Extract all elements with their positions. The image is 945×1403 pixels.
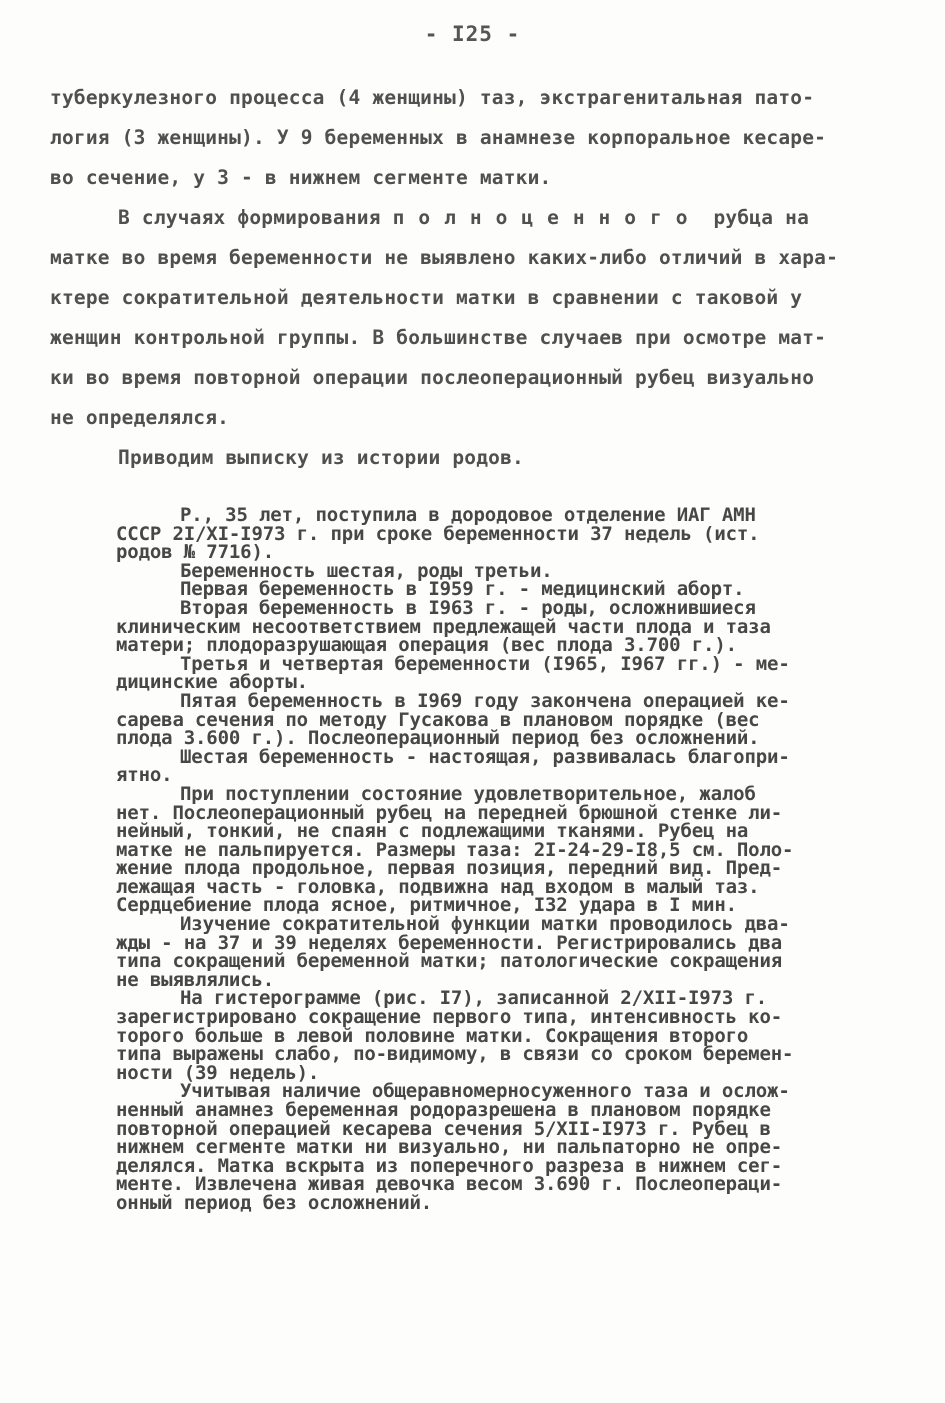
case-text-line: матери; плодоразрушающая операция (вес плода 3.700 г.). <box>116 634 737 657</box>
paragraph-3 <box>50 446 900 470</box>
case-text-line: сарева сечения по методу Гусакова в плановом порядке (вес <box>116 708 760 731</box>
case-text-line: родов № 7716). <box>116 541 275 564</box>
paragraph-2 <box>50 206 900 430</box>
case-text-line: Пятая беременность в I969 году закончена операцией ке- <box>180 689 790 712</box>
case-text-line: типа выражены слабо, по-видимому, в связи со сроком беремен- <box>116 1043 794 1066</box>
text-line: ки во время повторной операции послеоперационный рубец визуально <box>50 366 815 389</box>
page-number: - I25 - <box>424 22 521 46</box>
case-text-line: не выявлялись. <box>116 968 275 991</box>
case-text-line: дицинские аборты. <box>116 671 308 694</box>
emphasized-word: полноценного <box>392 206 702 229</box>
text-line: во сечение, у 3 - в нижнем сегменте матки. <box>50 166 552 189</box>
case-text-line: зарегистрировано сокращение первого типа, интенсивность ко- <box>116 1006 783 1029</box>
case-text-line: плода 3.600 г.). Послеоперационный период без осложнений. <box>116 727 760 750</box>
case-text-line: При поступлении состояние удовлетворительное, жалоб <box>180 782 756 805</box>
case-text-line: Беременность шестая, роды третьи. <box>180 559 553 582</box>
case-text-line: делялся. Матка вскрыта из поперечного разреза в нижнем сег- <box>116 1154 783 1177</box>
case-text-line: нет. Послеоперационный рубец на передней брюшной стенке ли- <box>116 801 783 824</box>
case-text-line: Шестая беременность - настоящая, развивалась благопри- <box>180 745 790 768</box>
text-line: не определялся. <box>50 406 230 429</box>
case-text-line: СССР 2I/XI-I973 г. при сроке беременности 37 недель (ист. <box>116 522 760 545</box>
case-text-line: нейный, тонкий, не спаян с подлежащими тканями. Рубец на <box>116 820 749 843</box>
case-text-line: ности (39 недель). <box>116 1061 320 1084</box>
text-fragment: рубца на <box>713 206 810 229</box>
case-text-line: ятно. <box>116 764 173 787</box>
text-line: туберкулезного процесса (4 женщины) таз, экстрагенитальная пато- <box>50 86 815 109</box>
case-text-line: торого больше в левой половине матки. Сокращения второго <box>116 1024 749 1047</box>
paragraph-1 <box>50 86 900 190</box>
case-text-line: Р., 35 лет, поступила в дородовое отделение ИАГ АМН <box>180 504 756 526</box>
case-text-line: Изучение сократительной функции матки проводилось два- <box>180 913 790 936</box>
case-text-line: лежащая часть - головка, подвижна над входом в малый таз. <box>116 875 760 898</box>
case-history-excerpt <box>116 506 886 1213</box>
case-text-line: жды - на 37 и 39 неделях беременности. Регистрировались два <box>116 931 783 954</box>
case-text-line: жение плода продольное, первая позиция, передний вид. Пред- <box>116 857 783 880</box>
case-text-line: Первая беременность в I959 г. - медицинский аборт. <box>180 578 745 601</box>
text-line: ктере сократительной деятельности матки в сравнении с таковой у <box>50 286 803 309</box>
case-text-line: типа сокращений беременной матки; патологические сокращения <box>116 950 783 973</box>
case-text-line: матке не пальпируется. Размеры таза: 2I-24-29-I8,5 см. Поло- <box>116 838 794 861</box>
text-line: матке во время беременности не выявлено каких-либо отличий в хара- <box>50 246 839 269</box>
case-text-line: Сердцебиение плода ясное, ритмичное, I32 удара в I мин. <box>116 894 737 917</box>
case-text-line: повторной операцией кесарева сечения 5/XII-I973 г. Рубец в <box>116 1117 771 1140</box>
case-text-line: нижнем сегменте матки ни визуально, ни пальпаторно не опре- <box>116 1136 783 1159</box>
text-line <box>50 206 900 230</box>
case-text-line: Вторая беременность в I963 г. - роды, осложнившиеся <box>180 596 756 619</box>
text-line: Приводим выписку из истории родов. <box>118 446 524 469</box>
case-text-line: Учитывая наличие общеравномерносуженного таза и ослож- <box>180 1080 790 1103</box>
intro-text <box>50 86 900 470</box>
case-text-line: Третья и четвертая беременности (I965, I967 гг.) - ме- <box>180 652 790 675</box>
case-text-line: менте. Извлечена живая девочка весом 3.690 г. Послеопераци- <box>116 1173 783 1196</box>
case-text-line: онный период без осложнений. <box>116 1191 433 1214</box>
text-line: логия (3 женщины). У 9 беременных в анамнезе корпоральное кесаре- <box>50 126 827 149</box>
case-text-line: ненный анамнез беременная родоразрешена в плановом порядке <box>116 1099 771 1121</box>
text-line: женщин контрольной группы. В большинстве случаев при осмотре мат- <box>50 326 827 349</box>
case-text-line: клиническим несоответствием предлежащей части плода и таза <box>116 615 771 638</box>
text-fragment: В случаях формирования <box>118 206 381 229</box>
case-text-line: На гистерограмме (рис. I7), записанной 2/XII-I973 г. <box>180 987 768 1010</box>
